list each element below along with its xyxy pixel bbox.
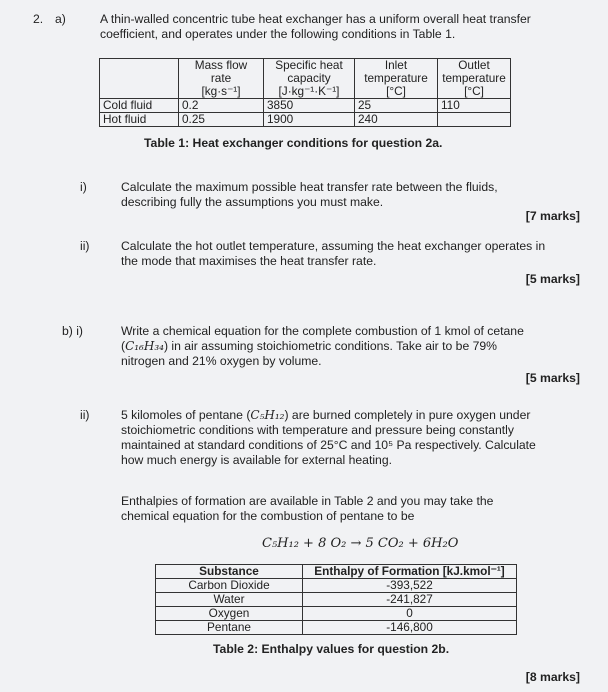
- table-row: [100, 113, 511, 127]
- row-spec: 3850: [264, 99, 355, 113]
- header-mass-line: rate: [210, 71, 232, 85]
- part-b-ii-para2-line: chemical equation for the combustion of pentane to be: [121, 509, 415, 523]
- intro-text: [100, 12, 570, 42]
- intro-line-1: A thin-walled concentric tube heat exchanger has a uniform overall heat transfer: [100, 12, 531, 26]
- table-row: [100, 99, 511, 113]
- part-b-ii-line: stoichiometric conditions with temperature and pressure being constantly: [121, 423, 514, 437]
- row-name: Hot fluid: [100, 113, 179, 127]
- table-1-header-spec: [264, 59, 355, 99]
- part-a-ii-label: ii): [80, 239, 90, 253]
- table-row: [156, 621, 517, 635]
- part-b-ii-marks: [8 marks]: [525, 670, 580, 684]
- header-inlet-line: [°C]: [386, 84, 406, 98]
- substance-cell: Carbon Dioxide: [156, 579, 303, 593]
- table-2-header-enthalpy: Enthalpy of Formation [kJ.kmol⁻¹]: [303, 565, 517, 579]
- row-mass: 0.25: [179, 113, 264, 127]
- intro-line-2: coefficient, and operates under the following conditions in Table 1.: [100, 27, 456, 41]
- part-a-ii-text: [121, 239, 571, 269]
- part-b-i-line-rest: ) in air assuming stoichiometric conditions. Take air to be 79%: [163, 339, 498, 353]
- part-a-i-label: i): [80, 180, 87, 194]
- header-outlet-line: temperature: [442, 71, 506, 85]
- cetane-formula: C₁₆H₃₄: [125, 339, 164, 353]
- header-spec-line: [J·kg⁻¹·K⁻¹]: [278, 84, 340, 98]
- table-1-header-mass: [179, 59, 264, 99]
- part-b-ii-para2-line: Enthalpies of formation are available in Table 2 and you may take the: [121, 494, 494, 508]
- row-inlet: 240: [355, 113, 438, 127]
- part-b-i-marks: [5 marks]: [525, 371, 580, 385]
- part-b-ii-para2: [121, 494, 571, 524]
- paren-open: (: [121, 339, 126, 353]
- table-row: [156, 607, 517, 621]
- table-1-corner: [100, 59, 179, 99]
- part-b-ii-label: ii): [80, 408, 90, 422]
- table-2-header-substance: Substance: [156, 565, 303, 579]
- row-inlet: 25: [355, 99, 438, 113]
- part-b-i-line: Write a chemical equation for the complete combustion of 1 kmol of cetane: [121, 324, 524, 338]
- table-1-caption: Table 1: Heat exchanger conditions for question 2a.: [144, 136, 443, 150]
- part-a-ii-line: Calculate the hot outlet temperature, assuming the heat exchanger operates in: [121, 239, 546, 253]
- substance-cell: Pentane: [156, 621, 303, 635]
- row-outlet: [438, 113, 511, 127]
- enthalpy-cell: -146,800: [303, 621, 517, 635]
- combustion-equation: C₅H₁₂ + 8 O₂ → 5 CO₂ + 6H₂O: [262, 536, 459, 551]
- part-b-i-label: b) i): [62, 324, 83, 338]
- table-1: [99, 58, 511, 127]
- substance-cell: Water: [156, 593, 303, 607]
- substance-cell: Oxygen: [156, 607, 303, 621]
- part-a-i-text: [121, 180, 561, 210]
- table-1-header-outlet: [438, 59, 511, 99]
- row-spec: 1900: [264, 113, 355, 127]
- table-2-caption: Table 2: Enthalpy values for question 2b.: [213, 642, 450, 656]
- header-spec-line: Specific heat: [275, 58, 343, 72]
- part-b-ii-line: [121, 408, 571, 423]
- table-row: [156, 579, 517, 593]
- header-outlet-line: Outlet: [458, 58, 490, 72]
- part-b-ii-line-start: 5 kilomoles of pentane (: [121, 408, 251, 422]
- part-a-i-marks: [7 marks]: [525, 209, 580, 223]
- row-outlet: 110: [438, 99, 511, 113]
- part-b-ii-text: [121, 408, 571, 468]
- part-a-i-line: describing fully the assumptions you must make.: [121, 195, 384, 209]
- part-a-i-line: Calculate the maximum possible heat transfer rate between the fluids,: [121, 180, 498, 194]
- table-2-header-row: [156, 565, 517, 579]
- header-mass-line: [kg·s⁻¹]: [201, 84, 241, 98]
- part-a-label: a): [55, 12, 66, 26]
- row-mass: 0.2: [179, 99, 264, 113]
- enthalpy-cell: -393,522: [303, 579, 517, 593]
- header-inlet-line: temperature: [364, 71, 428, 85]
- part-b-i-line: nitrogen and 21% oxygen by volume.: [121, 354, 322, 368]
- part-b-ii-line: how much energy is available for external heating.: [121, 453, 392, 467]
- table-row: [156, 593, 517, 607]
- enthalpy-cell: -241,827: [303, 593, 517, 607]
- part-b-i-line: [121, 339, 571, 354]
- header-spec-line: capacity: [287, 71, 331, 85]
- header-mass-line: Mass flow: [194, 58, 248, 72]
- table-1-header-row: [100, 59, 511, 99]
- part-a-ii-marks: [5 marks]: [525, 272, 580, 286]
- question-number: 2.: [33, 12, 44, 26]
- table-1-header-inlet: [355, 59, 438, 99]
- part-b-ii-line: maintained at standard conditions of 25°C and 10⁵ Pa respectively. Calculate: [121, 438, 536, 452]
- enthalpy-cell: 0: [303, 607, 517, 621]
- pentane-formula: C₅H₁₂: [250, 408, 285, 422]
- row-name: Cold fluid: [100, 99, 179, 113]
- header-inlet-line: Inlet: [384, 58, 408, 72]
- part-b-i-text: [121, 324, 571, 369]
- table-2: [155, 564, 517, 635]
- part-b-ii-line-rest: ) are burned completely in pure oxygen under: [284, 408, 531, 422]
- part-a-ii-line: the mode that maximises the heat transfer rate.: [121, 254, 377, 268]
- header-outlet-line: [°C]: [464, 84, 484, 98]
